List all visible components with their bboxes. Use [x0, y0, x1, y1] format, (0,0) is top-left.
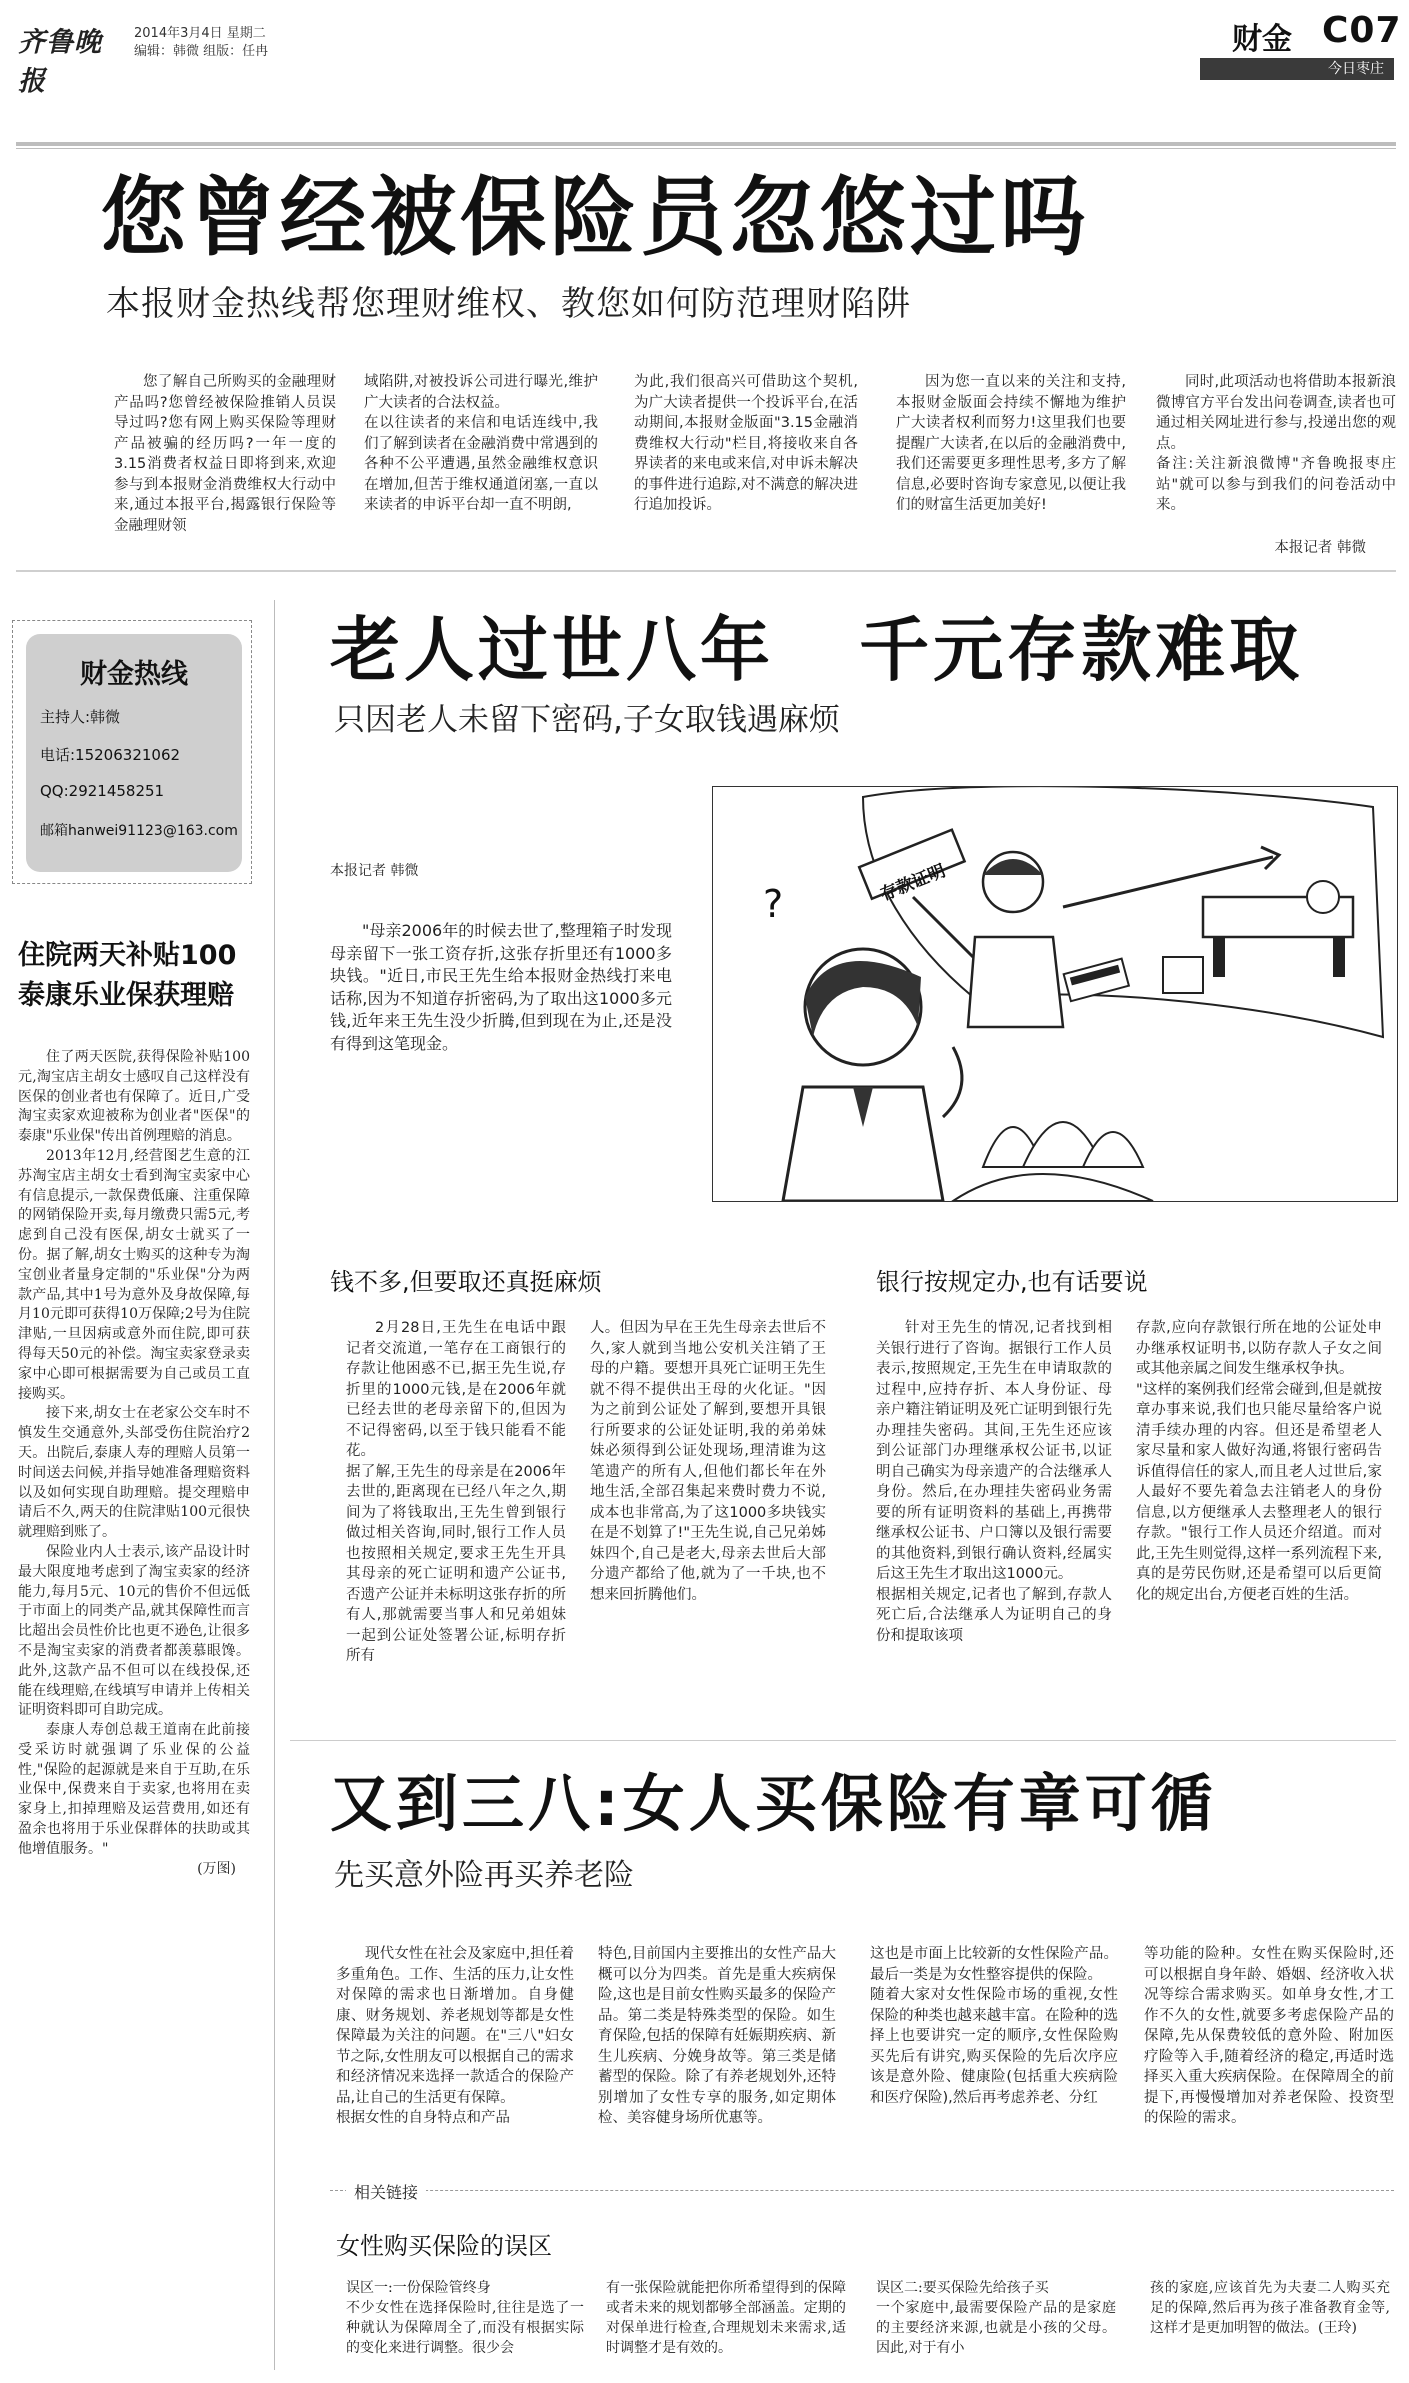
- story2-byline: 本报记者 韩微: [330, 863, 419, 879]
- illustration-label: 存款证明: [877, 861, 949, 906]
- story2-intro: "母亲2006年的时候去世了,整理箱子时发现母亲留下一张工资存折,这张存折里还有1000多块钱。"近日,市民王先生给本报财金热线打来电话称,因为不知道存折密码,为了取出这1000多元钱,近年来王先生没少折腾,但到现在为止,还是没有得到这笔现金。: [330, 921, 672, 1053]
- story2-col-4: 存款,应向存款银行所在地的公证处申办继承权证明书,以防存款人子女之间或其他亲属之间发生继承权争执。 "这样的案例我们经常会碰到,但是就按章办事来说,我们也只能尽量给客户说清手续办理的内容。但还是希望老人家尽量和家人做好沟通,将银行密码告诉值得信任的家人,而且老人过世后,家人最好不要先着急去注销老人的身份信息,以方便继承人去整理老人的银行存款。"银行工作人员还介绍道。而对此,王先生则觉得,这样一系列流程下来,真的是劳民伤财,还是希望可以后更简化的规定出台,方便老百姓的生活。: [1136, 1320, 1382, 1603]
- story2-col-1: 2月28日,王先生在电话中跟记者交流道,一笔存在工商银行的存款让他困惑不已,据王先生说,存折里的1000元钱,是在2006年就已经去世的老母亲留下的,但因为不记得密码,以至于钱只能看不能花。 据了解,王先生的母亲是在2006年去世的,距离现在已经八年之久,期间为了将钱取出,王先生曾到银行做过相关咨询,同时,银行工作人员也按照相关规定,要求王先生开具其母亲的死亡证明和遗产公证书,否遗产公证并未标明这张存折的所有人,那就需要当事人和兄弟姐妹一起到公证处签署公证,标明存折所有: [346, 1320, 566, 1664]
- story3-title: 又到三八:女人买保险有章可循: [330, 1767, 1217, 1840]
- related-col-1: 误区一:一份保险管终身 不少女性在选择保险时,往往是选了一种就认为保障周全了,而没有根据实际的变化来进行调整。很少会: [346, 2280, 584, 2356]
- masthead-text: 齐鲁晚报: [18, 27, 102, 97]
- lead-col-2: 域陷阱,对被投诉公司进行曝光,维护广大读者的合法权益。 在以往读者的来信和电话连线中,我们了解到读者在金融消费中常遇到的各种不公平遭遇,虽然金融维权意识在增加,但苦于维权通道闭塞,一直以来读者的申诉平台却一直不明朗,: [364, 374, 598, 513]
- lead-col-3: 为此,我们很高兴可借助这个契机,为广大读者提供一个投诉平台,在活动期间,本报财金版面"3.15金融消费维权大行动"栏目,将接收来自各界读者的来电或来信,对申诉未解决的事件进行追踪,对不满意的解决进行追加投诉。: [634, 374, 858, 513]
- page-number: C07: [1322, 10, 1402, 51]
- lead-col-5: 同时,此项活动也将借助本报新浪微博官方平台发出问卷调查,读者也可通过相关网址进行参与,投递出您的观点。 备注:关注新浪微博"齐鲁晚报枣庄站"就可以参与到我们的问卷活动中来。 本报记者 韩微: [1156, 372, 1396, 579]
- sidebar-paragraph: 泰康人寿创总裁王道南在此前接受采访时就强调了乐业保的公益性,"保险的起源就是来自于互助,在乐业保中,保费来自于卖家,也将用在卖家身上,扣掉理赔及运营费用,如还有盈余也将用于乐业保群体的扶助或其他增值服务。": [18, 1722, 250, 1857]
- sidebar-paragraph: 住了两天医院,获得保险补贴100元,淘宝店主胡女士感叹自己这样没有医保的创业者也有保障了。近日,广受淘宝卖家欢迎被称为创业者"医保"的泰康"乐业保"传出首例理赔的消息。: [18, 1049, 250, 1145]
- lead-bottom-rule: [16, 570, 1396, 572]
- story3-col-1: 现代女性在社会及家庭中,担任着多重角色。工作、生活的压力,让女性对保障的需求也日渐增加。自身健康、财务规划、养老规划等都是女性保障最为关注的问题。在"三八"妇女节之际,女性朋友可以根据自己的需求和经济情况来选择一款适合的保险产品,让自己的生活更有保障。 根据女性的自身特点和产品: [336, 1946, 574, 2126]
- hotline-host: 主持人:韩微: [40, 708, 121, 726]
- lead-col-4: 因为您一直以来的关注和支持,本报财金版面会持续不懈地为维护广大读者权利而努力!这里我们也要提醒广大读者,在以后的金融消费中,我们还需要更多理性思考,多方了解信息,必要时咨询专家意见,以便让我们的财富生活更加美好!: [896, 374, 1126, 513]
- header-rule-thin: [16, 148, 1396, 149]
- related-label: 相关链接: [346, 2180, 426, 2203]
- hotline-phone: 电话:15206321062: [40, 746, 181, 764]
- sidebar-story-body: [18, 1048, 250, 1879]
- hotline-box: [26, 634, 242, 872]
- sidebar-paragraph: 2013年12月,经营图艺生意的江苏淘宝店主胡女士看到淘宝卖家中心有信息提示,一款保费低廉、注重保障的网销保险开卖,每月缴费只需5元,考虑到自己没有医保,胡女士就买了一份。据了解,胡女士购买的这种专为淘宝创业者量身定制的"乐业保"分为两款产品,其中1号为意外及身故保障,每月10元即可获得10万保障;2号为住院津贴,一旦因病或意外而住院,即可获得每天50元的补偿。淘宝卖家登录卖家中心即可根据需要为自己或员工直接购买。: [18, 1147, 250, 1402]
- hotline-title: 财金热线: [80, 659, 188, 690]
- sidebar-story-title: 住院两天补贴100 泰康乐业保获理赔: [18, 940, 237, 1011]
- related-title: 女性购买保险的误区: [336, 2232, 552, 2260]
- cartoon-illustration: [713, 787, 1397, 1201]
- lead-subtitle: 本报财金热线帮您理财维权、教您如何防范理财陷阱: [106, 284, 911, 324]
- story2-col-2: 人。但因为早在王先生母亲去世后不久,家人就到当地公安机关注销了王母的户籍。要想开具死亡证明王先生就不得不提供出王母的火化证。"因为之前到公证处了解到,要想开具银行所要求的公证处证明,我的弟弟妹妹必须得到公证处现场,理清谁为这笔遗产的所有人,但他们都长年在外地生活,全部召集起来费时费力不说,成本也非常高,为了这1000多块钱实在是不划算了!"王先生说,自己兄弟姊妹四个,自己是老大,母亲去世后大部分遗产都给了他,就为了一千块,也不想来回折腾他们。: [590, 1320, 826, 1603]
- lead-byline: 本报记者 韩微: [1274, 540, 1366, 556]
- story2-title: 老人过世八年 千元存款难取: [330, 609, 1304, 691]
- story2-right-subhead: 银行按规定办,也有话要说: [876, 1268, 1148, 1296]
- lead-title: 您曾经被保险员忽悠过吗: [100, 168, 1090, 268]
- section-name: 财金: [1232, 22, 1292, 57]
- sidebar-sign: (万图): [197, 1860, 236, 1877]
- hotline-email: 邮箱hanwei91123@163.com: [40, 823, 238, 839]
- edition-bar: [1200, 58, 1394, 80]
- lead-col-1: 您了解自己所购买的金融理财产品吗?您曾经被保险推销人员误导过吗?您有网上购买保险等理财产品被骗的经历吗?一年一度的3.15消费者权益日即将到来,欢迎参与到本报财金消费维权大行动中来,通过本报平台,揭露银行保险等金融理财领: [114, 374, 336, 534]
- date-line: 2014年3月4日 星期二: [134, 26, 266, 41]
- masthead-logo: [18, 20, 120, 97]
- story3-col-3: 这也是市面上比较新的女性保险产品。最后一类是为女性整容提供的保险。 随着大家对女性保险市场的重视,女性保险的种类也越来越丰富。在险种的选择上也要讲究一定的顺序,女性保险购买先后有讲究,购买保险的先后次序应该是意外险、健康险(包括重大疾病险和医疗保险),然后再考虑养老、分红: [870, 1946, 1118, 2106]
- related-col-4: 孩的家庭,应该首先为夫妻二人购买充足的保障,然后再为孩子准备教育金等,这样才是更加明智的做法。(王玲): [1150, 2280, 1390, 2336]
- story2-left-subhead: 钱不多,但要取还真挺麻烦: [330, 1268, 602, 1296]
- header-rule-thick: [16, 142, 1396, 146]
- related-col-2: 有一张保险就能把你所希望得到的保障或者未来的规划都够全部涵盖。定期的对保单进行检查,合理规划未来需求,适时调整才是有效的。: [606, 2280, 846, 2356]
- story2-bottom-rule: [290, 1740, 1396, 1741]
- story3-col-4: 等功能的险种。女性在购买保险时,还可以根据自身年龄、婚姻、经济收入状况等综合需求购买。如单身女性,才工作不久的女性,就要多考虑保险产品的保障,先从保费较低的意外险、附加医疗险等入手,随着经济的稳定,再适时选择买入重大疾病保险。在保障周全的前提下,再慢慢增加对养老保险、投资型的保险的需求。: [1144, 1946, 1394, 2126]
- hotline-qq: QQ:2921458251: [40, 782, 165, 800]
- sidebar-paragraph: 保险业内人士表示,该产品设计时最大限度地考虑到了淘宝卖家的经济能力,每月5元、10元的售价不但远低于市面上的同类产品,就其保障性而言比超出会员性价比也更不逊色,让很多不是淘宝卖家的消费者都羡慕眼馋。此外,这款产品不但可以在线投保,还能在线理赔,在线填写申请并上传相关证明资料即可自助完成。: [18, 1543, 250, 1719]
- story2-subtitle: 只因老人未留下密码,子女取钱遇麻烦: [334, 702, 840, 738]
- related-col-3: 误区二:要买保险先给孩子买 一个家庭中,最需要保险产品的是家庭的主要经济来源,也就是小孩的父母。因此,对于有小: [876, 2280, 1116, 2356]
- story3-col-2: 特色,目前国内主要推出的女性产品大概可以分为四类。首先是重大疾病保险,这也是目前女性购买最多的保险产品。第二类是特殊类型的保险。如生育保险,包括的保障有妊娠期疾病、新生儿疾病、分娩身故等。第三类是储蓄型的保险。除了有养老规划外,还特别增加了女性专享的服务,如定期体检、美容健身场所优惠等。: [598, 1946, 836, 2126]
- story2-col-3: 针对王先生的情况,记者找到相关银行进行了咨询。据银行工作人员表示,按照规定,王先生在申请取款的过程中,应持存折、本人身份证、母亲户籍注销证明及死亡证明到银行先办理挂失密码。其间,王先生还应该到公证部门办理继承权公证书,以证明自己确实为母亲遗产的合法继承人身份。然后,在办理挂失密码业务需要的所有证明资料的基础上,再携带继承权公证书、户口簿以及银行需要的其他资料,到银行确认资料,经属实后这王先生才取出这1000元。 根据相关规定,记者也了解到,存款人死亡后,合法继承人为证明自己的身份和提取该项: [876, 1320, 1112, 1644]
- svg-text:?: ?: [763, 882, 784, 926]
- sidebar-divider: [274, 600, 275, 2370]
- sidebar-paragraph: 接下来,胡女士在老家公交车时不慎发生交通意外,头部受伤住院治疗2天。出院后,泰康人寿的理赔人员第一时间送去问候,并指导她准备理赔资料以及如何实现自助理赔。提交理赔申请后不久,两天的住院津贴100元很快就理赔到账了。: [18, 1405, 250, 1541]
- illustration: [712, 786, 1398, 1202]
- related-top-rule: [330, 2190, 1394, 2191]
- edition-label: 今日枣庄: [1328, 61, 1384, 77]
- editors-line: 编辑：韩微 组版：任冉: [134, 44, 269, 59]
- story3-subtitle: 先买意外险再买养老险: [334, 1858, 634, 1893]
